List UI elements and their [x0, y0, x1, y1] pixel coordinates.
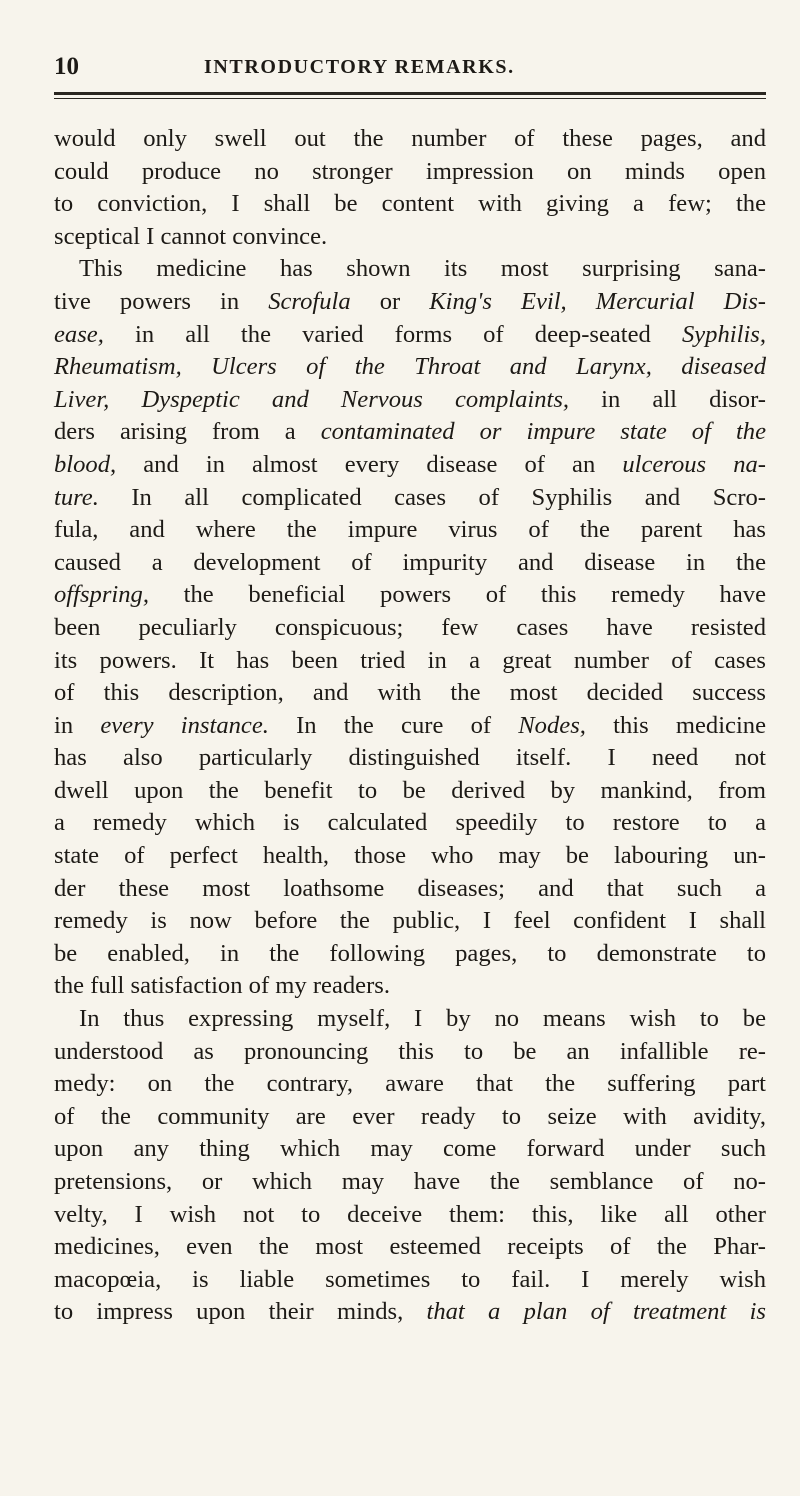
text-line: dwell upon the benefit to be derived by mankind, from [54, 776, 766, 804]
text-line: Liver, Dyspeptic and Nervous complaints, in all disor- [54, 385, 766, 413]
header-rule-thick [54, 92, 766, 95]
text-line: understood as pronouncing this to be an infallible re- [54, 1037, 766, 1065]
text-line: fula, and where the impure virus of the parent has [54, 516, 766, 544]
text-line: to impress upon their minds, that a plan of treatment is [54, 1298, 766, 1326]
body-text [54, 123, 766, 1329]
text-line: der these most loathsome diseases; and that such a [54, 874, 766, 902]
text-line: of this description, and with the most decided success [54, 679, 766, 707]
text-line: could produce no stronger impression on minds open [54, 157, 766, 185]
text-line: ease, in all the varied forms of deep-seated Syphilis, [54, 320, 766, 348]
running-head: INTRODUCTORY REMARKS. [204, 56, 515, 78]
text-line: remedy is now before the public, I feel confident I shall [54, 907, 766, 935]
text-line: velty, I wish not to deceive them: this, like all other [54, 1200, 766, 1228]
text-line: in every instance. In the cure of Nodes, this medicine [54, 711, 767, 739]
text-line: In thus expressing myself, I by no means wish to be [79, 1005, 766, 1033]
text-line: blood, and in almost every disease of an ulcerous na- [54, 450, 766, 478]
text-line: ders arising from a contaminated or impure state of the [54, 418, 766, 446]
text-line: offspring, the beneficial powers of this remedy have [54, 581, 766, 609]
text-line: of the community are ever ready to seize with avidity, [54, 1102, 766, 1130]
text-line: Rheumatism, Ulcers of the Throat and Larynx, diseased [54, 353, 766, 381]
page-header [54, 50, 766, 84]
text-line: caused a development of impurity and disease in the [54, 548, 766, 576]
page-number: 10 [54, 53, 79, 80]
header-rule-thin [54, 98, 766, 99]
text-line: tive powers in Scrofula or King's Evil, Mercurial Dis- [54, 287, 766, 315]
text-line: medy: on the contrary, aware that the suffering part [54, 1070, 766, 1098]
text-line: the full satisfaction of my readers. [54, 972, 391, 1000]
text-line: has also particularly distinguished itself. I need not [54, 744, 766, 772]
text-line: ture. In all complicated cases of Syphilis and Scro- [54, 483, 766, 511]
text-line: sceptical I cannot convince. [54, 222, 328, 250]
text-line: would only swell out the number of these pages, and [54, 125, 766, 152]
text-line: be enabled, in the following pages, to demonstrate to [54, 939, 766, 967]
text-line: to conviction, I shall be content with giving a few; the [54, 190, 766, 218]
text-line: macopœia, is liable sometimes to fail. I merely wish [54, 1265, 766, 1293]
text-line: its powers. It has been tried in a great number of cases [54, 646, 766, 674]
text-line: been peculiarly conspicuous; few cases have resisted [54, 613, 766, 641]
text-line: medicines, even the most esteemed receipts of the Phar- [54, 1233, 766, 1261]
text-line: pretensions, or which may have the semblance of no- [54, 1168, 766, 1195]
text-line: This medicine has shown its most surprising sana- [79, 255, 766, 283]
text-line: state of perfect health, those who may be labouring un- [54, 842, 766, 870]
text-line: a remedy which is calculated speedily to restore to a [54, 809, 766, 837]
text-line: upon any thing which may come forward under such [54, 1135, 766, 1163]
